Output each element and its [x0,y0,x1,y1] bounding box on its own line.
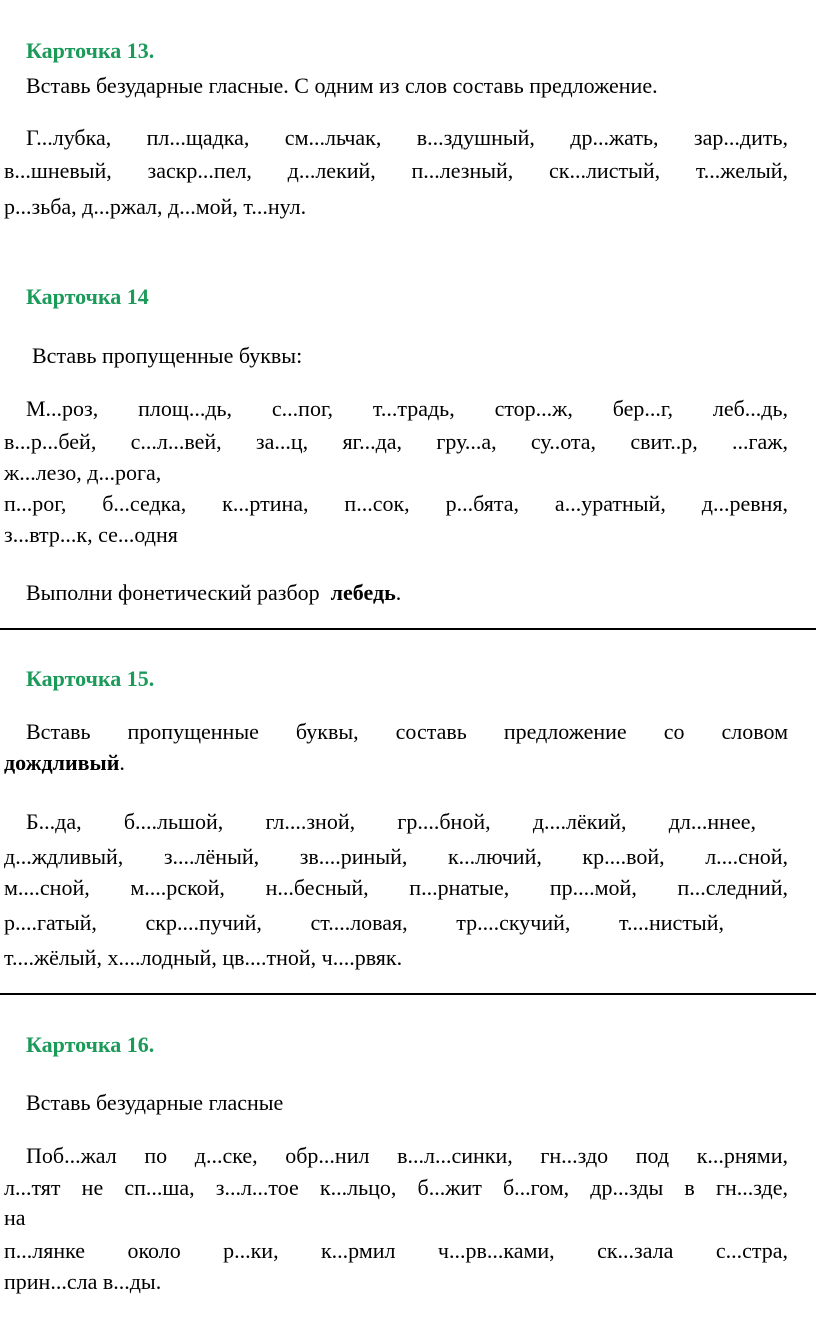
card-16-line: на [4,1205,26,1230]
card-13-line: Г...лубка, пл...щадка, см...льчак, в...здушный, др...жать, зар...дить, [26,125,788,150]
card-15-line: т....жёлый, х....лодный, цв....тной, ч....рвяк. [4,945,403,970]
card-16-line: прин...сла в...ды. [4,1269,162,1294]
card-14-phonetic-task: Выполни фонетический разбор лебедь. [26,580,402,605]
card-16-line: л...тят не сп...ша, з...л...тое к...льцо, б...жит б...гом, др...зды в гн...зде, [4,1175,788,1200]
divider [0,628,816,630]
card-16-line: п...лянке около р...ки, к...рмил ч...рв...ками, ск...зала с...стра, [4,1238,788,1263]
card-15-line: р....гатый, скр....пучий, ст....ловая, тр....скучий, т....нистый, [4,910,724,935]
card-15-task: Вставь пропущенные буквы, составь предложение со словом [26,719,788,744]
divider [0,993,816,995]
card-14-line: п...рог, б...седка, к...ртина, п...сок, р...бята, а...уратный, д...ревня, [4,491,788,516]
card-15-line: д...ждливый, з....лёный, зв....риный, к...лючий, кр....вой, л....сной, [4,844,788,869]
card-15-line: м....сной, м....рской, н...бесный, п...рнатые, пр....мой, п...следний, [4,875,788,900]
card-15-title: Карточка 15. [26,666,155,691]
card-14-task: Вставь пропущенные буквы: [32,343,303,368]
card-13-title: Карточка 13. [26,38,155,63]
card-15-task-word: дождливый. [4,750,125,775]
card-14-line: з...втр...к, се...одня [4,522,178,547]
phonetic-word: лебедь [330,580,396,605]
card-14-line: в...р...бей, с...л...вей, за...ц, яг...да, гру...а, су..ота, свит..р, ...гаж, [4,429,788,454]
card-16-task: Вставь безударные гласные [26,1090,284,1115]
card-14-line: М...роз, площ...дь, с...пог, т...традь, стор...ж, бер...г, леб...дь, [26,396,788,421]
card-14-line: ж...лезо, д...рога, [4,460,162,485]
card-16-title: Карточка 16. [26,1032,155,1057]
card-14-title: Карточка 14 [26,284,149,309]
card-13-line: в...шневый, заскр...пел, д...лекий, п...лезный, ск...листый, т...желый, [4,158,788,183]
card-15-line: Б...да, б....льшой, гл....зной, гр....бной, д....лёкий, дл...ннее, [26,809,756,834]
card-16-line: Поб...жал по д...ске, обр...нил в...л...синки, гн...здо под к...рнями, [26,1143,788,1168]
card-13-line: р...зьба, д...ржал, д...мой, т...нул. [4,194,307,219]
card-13-task: Вставь безударные гласные. С одним из слов составь предложение. [26,73,658,98]
